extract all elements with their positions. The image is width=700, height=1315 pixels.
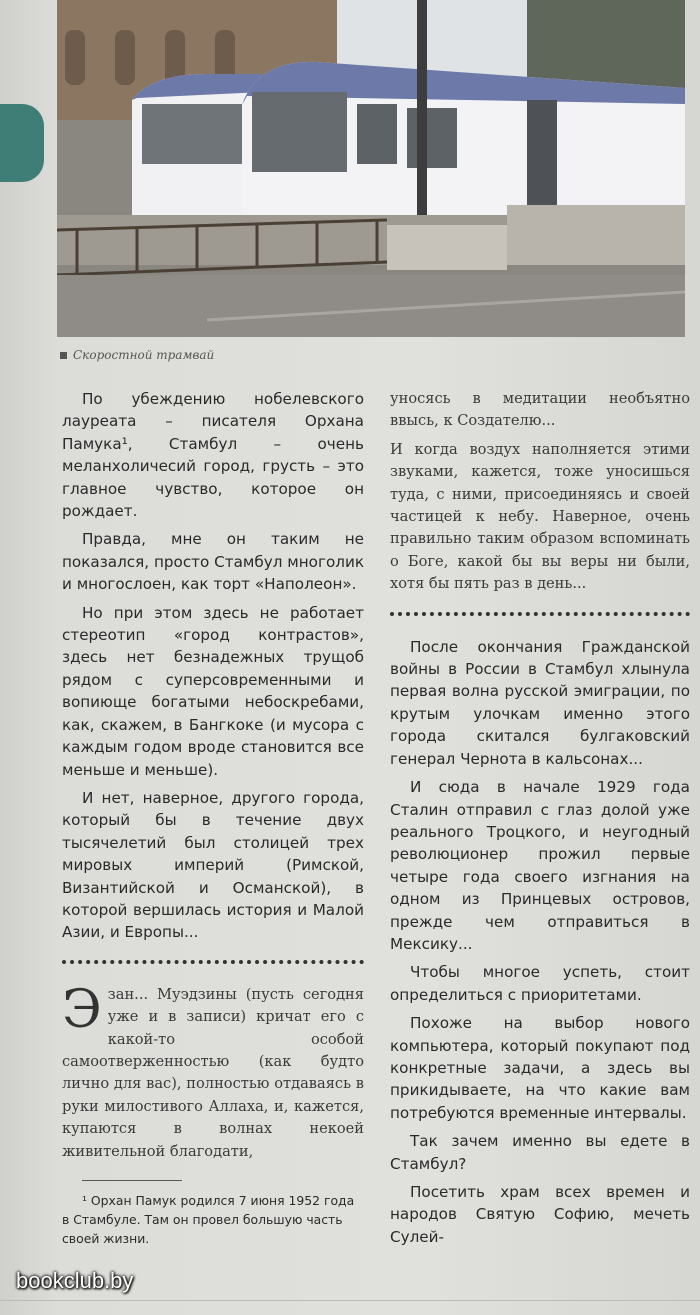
serif-paragraph: зан... Муэдзины (пусть сегодня уже и в записи) кричат его с какой-то особой самоотверженностью (как будто лично для вас), полностью отдаваясь в руки милостивого Аллаха, и, кажется, купаются в волнах некоей живительной благодати, [62, 985, 364, 1160]
paragraph: Чтобы многое успеть, стоит определиться с приоритетами. [390, 963, 690, 1004]
dotted-divider [390, 612, 690, 616]
section-tab [0, 104, 44, 182]
serif-block [62, 979, 364, 1163]
tram-illustration [57, 0, 685, 337]
serif-block [390, 388, 690, 596]
tram-photo [57, 0, 685, 337]
photo-caption [60, 348, 214, 362]
paragraph: Посетить храм всех времен и народов Святую Софию, мечеть Сулей- [390, 1183, 690, 1246]
footnote-rule [82, 1180, 182, 1181]
left-column [62, 388, 364, 1163]
serif-paragraph: уносясь в медитации необъятно ввысь, к Создателю... [390, 390, 690, 430]
caption-bullet [60, 352, 67, 359]
page-edge-rule [0, 1300, 700, 1301]
paragraph: По убеждению нобелевского лауреата – писателя Орхана Памука¹, Стамбул – очень меланхоличесий город, грусть – это главное чувство, которое он рождает. [62, 390, 364, 521]
watermark: bookclub.by [16, 1268, 134, 1293]
paragraph: И нет, наверное, другого города, который бы в течение двух тысячелетий был столицей трех мировых империй (Римской, Византийской и Османской), в которой вершилась история и Малой Азии, и Европы... [62, 788, 364, 942]
footnote-text: ¹ Орхан Памук родился 7 июня 1952 года в Стамбуле. Там он провел большую часть своей жизни. [62, 1193, 355, 1246]
serif-paragraph: И когда воздух наполняется этими звуками, кажется, тоже уносишься туда, с ними, присоединяясь и своей частицей к небу. Наверное, очень правильно таким образом вспоминать о Боге, какой бы вы веры ни были, хотя бы пять раз в день... [390, 440, 690, 593]
paragraph: Правда, мне он таким не показался, просто Стамбул многолик и многослоен, как торт «Наполеон». [62, 530, 364, 594]
dotted-divider [62, 960, 364, 964]
paragraph: После окончания Гражданской войны в России в Стамбул хлынула первая волна русской эмиграции, по крутым улочкам именно этого города скитался булгаковский генерал Чернота в кальсонах... [390, 637, 690, 768]
paragraph: Так зачем именно вы едете в Стамбул? [390, 1132, 690, 1173]
paragraph: Похоже на выбор нового компьютера, который покупают под конкретные задачи, а здесь вы прикидываете, на что какие вам потребуются временные интервалы. [390, 1014, 690, 1122]
caption-text: Скоростной трамвай [73, 348, 215, 362]
paragraph: Но при этом здесь не работает стереотип «город контрастов», здесь нет безнадежных трущоб рядом с суперсовременными и вопиюще богатыми небоскребами, как, скажем, в Бангкоке (и мусора с каждым годом вроде становится все меньше и меньше). [62, 603, 364, 779]
paragraph: И сюда в начале 1929 года Сталин отправил с глаз долой уже реального Троцкого, и неугодный революционер прожил первые четыре года своего изгнания на одном из Принцевых островов, прежде чем отправиться в Мексику... [390, 778, 690, 953]
right-column [390, 388, 690, 1254]
footnote [62, 1180, 364, 1248]
drop-cap: Э [62, 979, 102, 1040]
